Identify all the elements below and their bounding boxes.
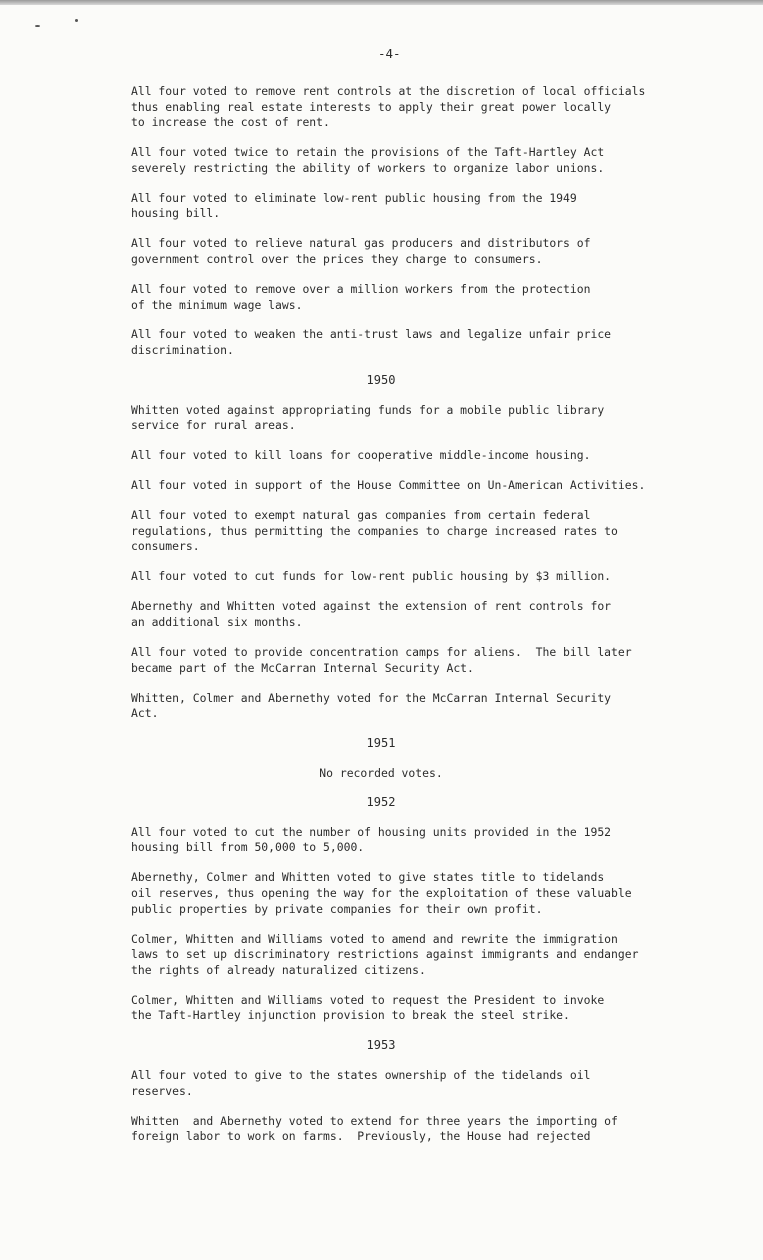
- paragraph: All four voted to weaken the anti-trust laws and legalize unfair price discrimination.: [131, 327, 612, 358]
- no-votes-note: No recorded votes.: [319, 765, 443, 780]
- paragraph: Colmer, Whitten and Williams voted to request the President to invoke the Taft-Hartley injunction provision to break the steel strike.: [131, 992, 605, 1023]
- year-heading-1950: 1950: [366, 373, 396, 388]
- paragraph: All four voted to exempt natural gas companies from certain federal regulations, thus permitting the companies to charge increased rates to consumers.: [131, 508, 618, 554]
- year-heading-1953: 1953: [366, 1038, 396, 1053]
- paragraph: All four voted to provide concentration camps for aliens. The bill later became part of the McCarran Internal Security Act.: [131, 644, 632, 675]
- paragraph: All four voted to remove rent controls at the discretion of local officials thus enabling real estate interests to apply their great power locally to increase the cost of rent.: [131, 84, 646, 130]
- year-heading-1952: 1952: [366, 795, 396, 810]
- paragraph: All four voted to cut funds for low-rent public housing by $3 million.: [131, 569, 612, 584]
- paragraph: All four voted in support of the House Committee on Un-American Activities.: [131, 478, 646, 493]
- paragraph: All four voted to cut the number of housing units provided in the 1952 housing bill from 50,000 to 5,000.: [131, 824, 612, 855]
- document-body: [131, 84, 711, 1159]
- paragraph: All four voted twice to retain the provisions of the Taft-Hartley Act severely restricting the ability of workers to organize labor unions.: [131, 145, 605, 175]
- paragraph: Abernethy, Colmer and Whitten voted to give states title to tidelands oil reserves, thus opening the way for the exploitation of these valuable public properties by private companies for their own profit.: [131, 870, 632, 916]
- year-heading-1951: 1951: [366, 736, 396, 751]
- paragraph: Whitten voted against appropriating funds for a mobile public library service for rural areas.: [131, 402, 605, 433]
- paragraph: All four voted to relieve natural gas producers and distributors of government control over the prices they charge to consumers.: [131, 236, 591, 266]
- paragraph: Whitten and Abernethy voted to extend for three years the importing of foreign labor to work on farms. Previously, the House had rejected: [131, 1113, 618, 1144]
- paragraph: All four voted to remove over a million workers from the protection of the minimum wage laws.: [131, 281, 591, 312]
- paragraph: All four voted to give to the states ownership of the tidelands oil reserves.: [131, 1067, 591, 1098]
- page-number: -4-: [378, 46, 401, 61]
- paragraph: All four voted to eliminate low-rent public housing from the 1949 housing bill.: [131, 190, 577, 221]
- scan-speck: [35, 25, 40, 27]
- paragraph: Whitten, Colmer and Abernethy voted for the McCarran Internal Security Act.: [131, 690, 612, 721]
- paragraph: All four voted to kill loans for cooperative middle-income housing.: [131, 448, 591, 463]
- scan-top-edge: [0, 0, 763, 5]
- scan-speck: [75, 19, 78, 22]
- paragraph: Colmer, Whitten and Williams voted to amend and rewrite the immigration laws to set up discriminatory restrictions against immigrants and endanger the rights of already naturalized citizens.: [131, 931, 639, 977]
- paragraph: Abernethy and Whitten voted against the extension of rent controls for an additional six months.: [131, 599, 612, 629]
